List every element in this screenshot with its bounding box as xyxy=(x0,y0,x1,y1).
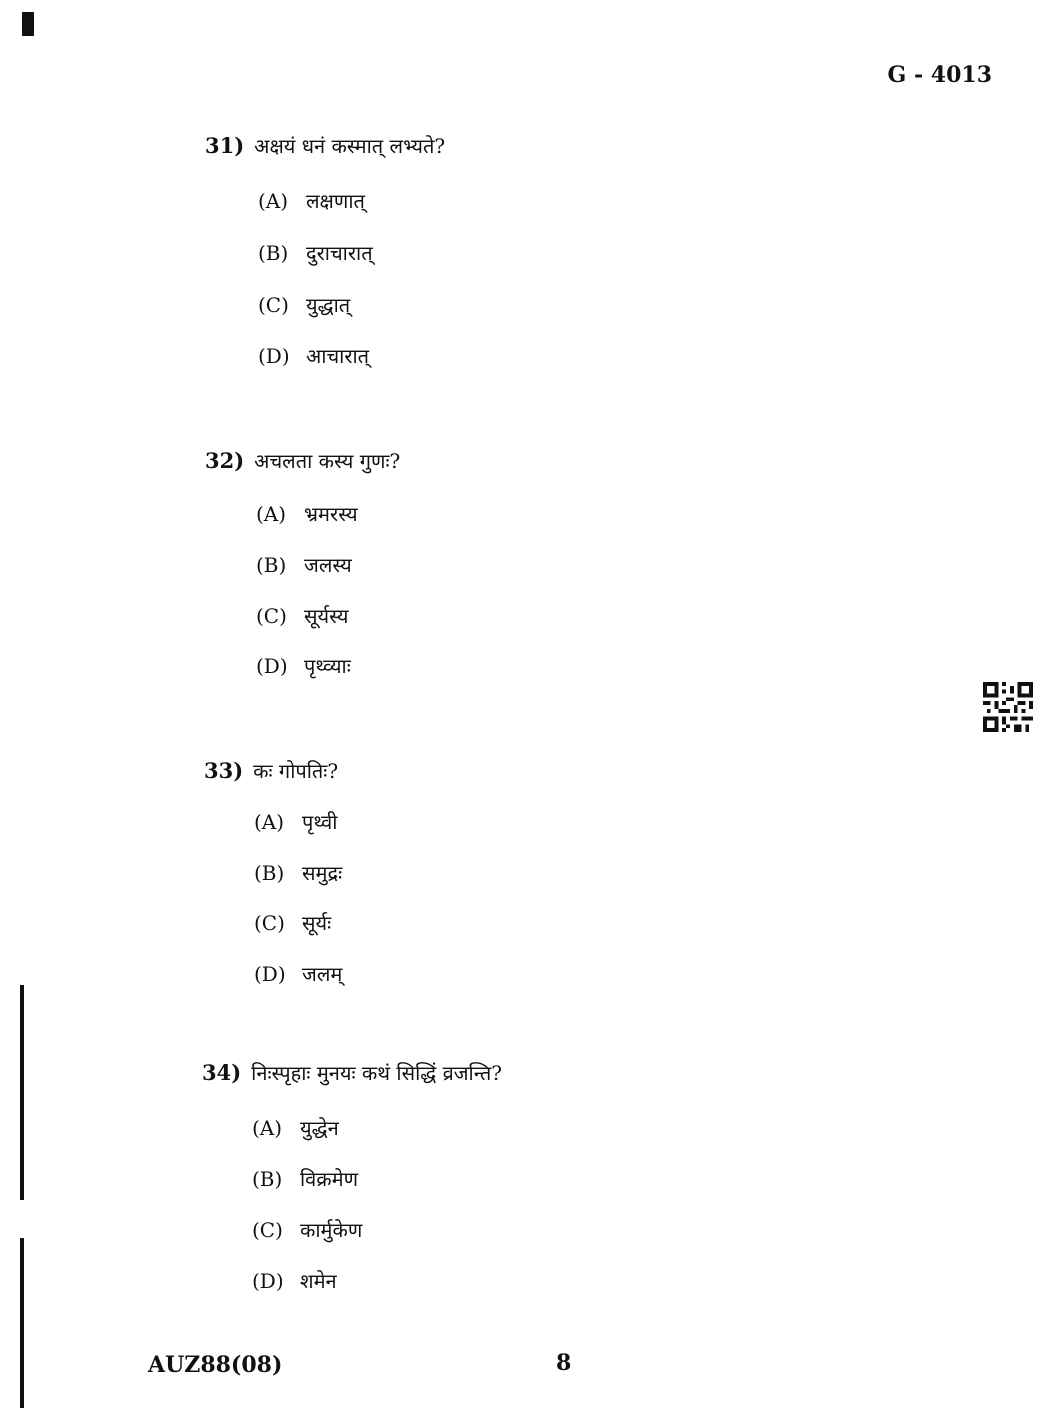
question-number: 32) xyxy=(205,448,245,473)
option-c: (C) कार्मुकेण xyxy=(252,1218,363,1242)
question-text: अचलता कस्य गुणः? xyxy=(254,449,401,473)
question-stem xyxy=(202,1059,502,1086)
booklet-code: AUZ88(08) xyxy=(148,1352,283,1378)
question-stem xyxy=(205,447,400,474)
question-number: 31) xyxy=(205,133,245,158)
option-d: (D) जलम् xyxy=(254,962,343,986)
option-a: (A) पृथ्वी xyxy=(254,810,338,834)
option-a: (A) भ्रमरस्य xyxy=(256,502,358,526)
option-c: (C) युद्धात् xyxy=(258,293,351,317)
option-b: (B) जलस्य xyxy=(256,553,352,577)
question-text: निःस्पृहाः मुनयः कथं सिद्धिं व्रजन्ति? xyxy=(251,1061,503,1085)
question-stem xyxy=(204,757,338,784)
option-b: (B) दुराचारात् xyxy=(258,241,373,265)
question-stem xyxy=(205,132,445,159)
qr-code xyxy=(982,682,1034,732)
registration-mark xyxy=(22,12,34,36)
question-number: 34) xyxy=(202,1060,242,1085)
option-d: (D) पृथ्व्याः xyxy=(256,654,351,678)
option-a: (A) युद्धेन xyxy=(252,1116,339,1140)
question-text: अक्षयं धनं कस्मात् लभ्यते? xyxy=(254,134,446,158)
option-d: (D) आचारात् xyxy=(258,344,370,368)
question-number: 33) xyxy=(204,758,244,783)
option-a: (A) लक्षणात् xyxy=(258,189,365,213)
option-b: (B) विक्रमेण xyxy=(252,1167,359,1191)
scan-edge-line xyxy=(20,1238,24,1408)
page-number: 8 xyxy=(556,1350,572,1376)
option-d: (D) शमेन xyxy=(252,1269,337,1293)
paper-code: G - 4013 xyxy=(887,62,992,88)
question-text: कः गोपतिः? xyxy=(253,759,339,783)
option-c: (C) सूर्यस्य xyxy=(256,604,349,628)
option-b: (B) समुद्रः xyxy=(254,861,343,885)
option-c: (C) सूर्यः xyxy=(254,911,332,935)
scan-edge-line xyxy=(20,985,24,1200)
